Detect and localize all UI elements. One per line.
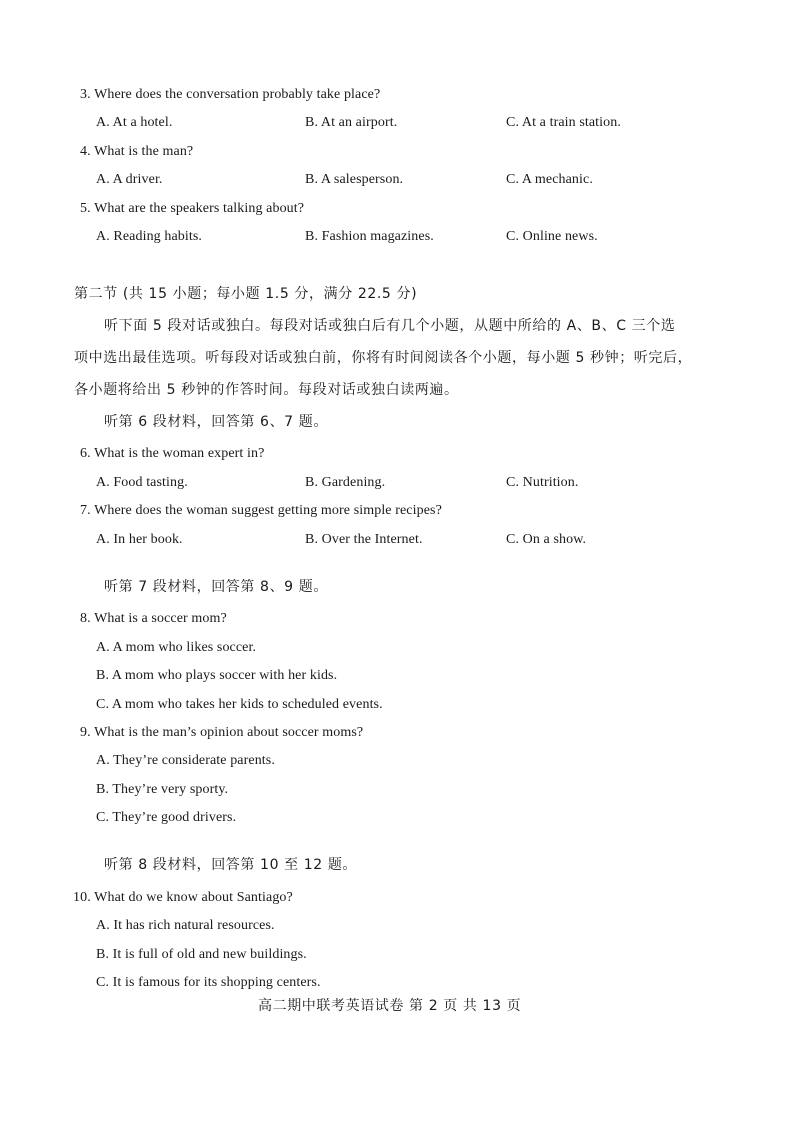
question-3 bbox=[80, 86, 380, 104]
q9-option-b: B. They’re very sporty. bbox=[96, 782, 229, 797]
q10-option-a: A. It has rich natural resources. bbox=[96, 918, 275, 933]
question-10 bbox=[73, 889, 293, 907]
q3-option-c: C. At a train station. bbox=[506, 115, 621, 130]
question-9 bbox=[80, 724, 363, 742]
q8-option-b: B. A mom who plays soccer with her kids. bbox=[96, 668, 338, 683]
q4-option-b: B. A salesperson. bbox=[305, 172, 404, 187]
q7-option-c: C. On a show. bbox=[506, 532, 587, 547]
question-text: Where does the woman suggest getting more simple recipes? bbox=[94, 503, 442, 518]
q6-option-a: A. Food tasting. bbox=[96, 475, 188, 490]
question-text: Where does the conversation probably take place? bbox=[94, 87, 381, 102]
question-number: 4. bbox=[80, 144, 91, 159]
q4-option-a: A. A driver. bbox=[96, 172, 163, 187]
q5-option-b: B. Fashion magazines. bbox=[305, 229, 434, 244]
q4-option-c: C. A mechanic. bbox=[506, 172, 593, 187]
q8-option-c: C. A mom who takes her kids to scheduled events. bbox=[96, 697, 383, 712]
q3-option-a: A. At a hotel. bbox=[96, 115, 173, 130]
question-7 bbox=[80, 502, 442, 520]
section-instruction-line-1: 听下面 5 段对话或独白。每段对话或独白后有几个小题，从题中所给的 A、B、C 三个选 bbox=[104, 318, 676, 334]
question-text: What do we know about Santiago? bbox=[94, 890, 293, 905]
q7-option-b: B. Over the Internet. bbox=[305, 532, 423, 547]
question-number: 6. bbox=[80, 446, 91, 461]
question-6 bbox=[80, 445, 264, 463]
question-number: 3. bbox=[80, 87, 91, 102]
section-heading: 第二节 (共 15 小题；每小题 1.5 分，满分 22.5 分) bbox=[74, 286, 418, 302]
q9-option-a: A. They’re considerate parents. bbox=[96, 753, 275, 768]
q8-option-a: A. A mom who likes soccer. bbox=[96, 640, 257, 655]
question-text: What is the man’s opinion about soccer moms? bbox=[94, 725, 364, 740]
question-text: What is a soccer mom? bbox=[94, 611, 227, 626]
question-text: What are the speakers talking about? bbox=[94, 201, 305, 216]
q7-option-a: A. In her book. bbox=[96, 532, 183, 547]
q10-option-c: C. It is famous for its shopping centers. bbox=[96, 975, 321, 990]
q5-option-c: C. Online news. bbox=[506, 229, 598, 244]
page-footer: 高二期中联考英语试卷 第 2 页 共 13 页 bbox=[258, 998, 522, 1014]
q5-option-a: A. Reading habits. bbox=[96, 229, 203, 244]
question-number: 7. bbox=[80, 503, 91, 518]
q6-option-b: B. Gardening. bbox=[305, 475, 386, 490]
material-6-heading: 听第 6 段材料，回答第 6、7 题。 bbox=[104, 414, 328, 430]
q9-option-c: C. They’re good drivers. bbox=[96, 810, 237, 825]
q3-option-b: B. At an airport. bbox=[305, 115, 398, 130]
section-instruction-line-2: 项中选出最佳选项。听每段对话或独白前，你将有时间阅读各个小题，每小题 5 秒钟；听完后， bbox=[74, 350, 693, 366]
question-5 bbox=[80, 200, 304, 218]
question-text: What is the man? bbox=[94, 144, 194, 159]
material-7-heading: 听第 7 段材料，回答第 8、9 题。 bbox=[104, 579, 328, 595]
question-number: 8. bbox=[80, 611, 91, 626]
question-text: What is the woman expert in? bbox=[94, 446, 265, 461]
question-number: 10. bbox=[73, 890, 91, 905]
question-8 bbox=[80, 610, 227, 628]
question-number: 5. bbox=[80, 201, 91, 216]
q10-option-b: B. It is full of old and new buildings. bbox=[96, 947, 307, 962]
question-number: 9. bbox=[80, 725, 91, 740]
section-instruction-line-3: 各小题将给出 5 秒钟的作答时间。每段对话或独白读两遍。 bbox=[74, 382, 459, 398]
q6-option-c: C. Nutrition. bbox=[506, 475, 579, 490]
question-4 bbox=[80, 143, 193, 161]
material-8-heading: 听第 8 段材料，回答第 10 至 12 题。 bbox=[104, 857, 358, 873]
